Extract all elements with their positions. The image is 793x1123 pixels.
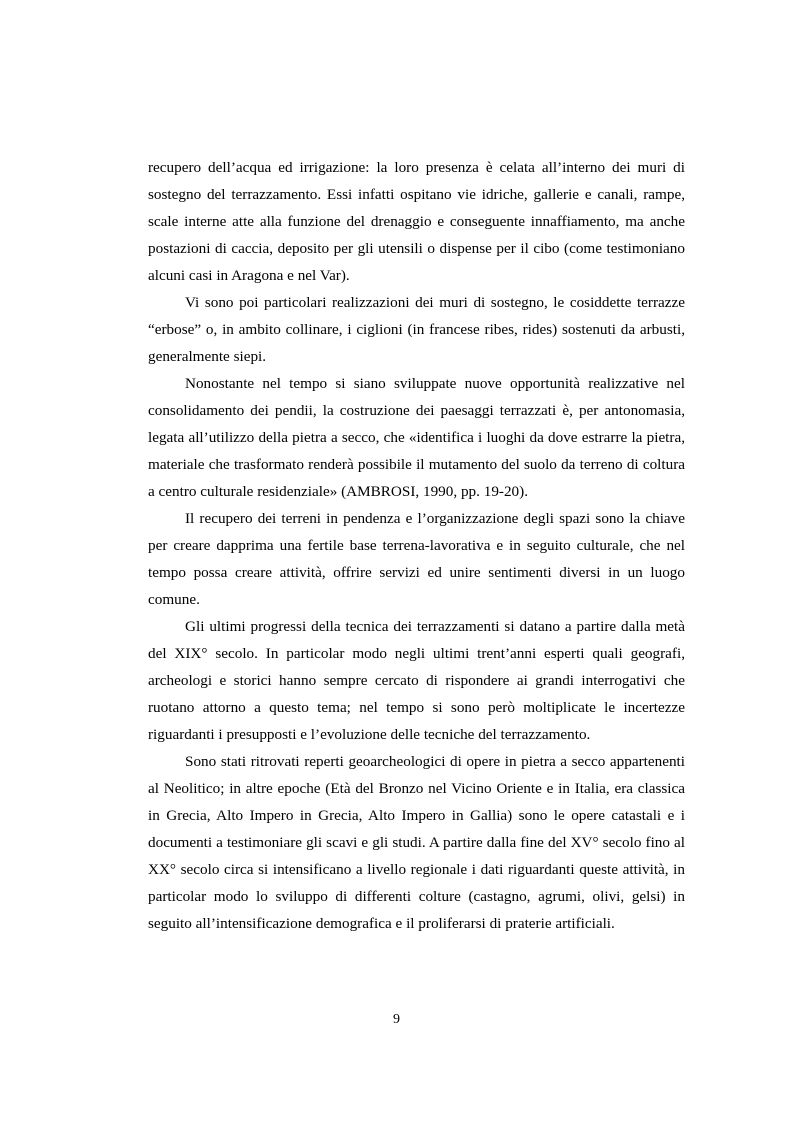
paragraph-recupero-terreni: Il recupero dei terreni in pendenza e l’organizzazione degli spazi sono la chiave per creare dapprima una fertile base terrena-lavorativa e in seguito culturale, che nel tempo possa creare attività, offrire servizi ed unire sentimenti diversi in un luogo comune.	[148, 510, 685, 608]
page-body	[148, 154, 685, 937]
paragraph-progressi-tecnica: Gli ultimi progressi della tecnica dei terrazzamenti si datano a partire dalla metà del XIX° secolo. In particolar modo negli ultimi trent’anni esperti quali geografi, archeologi e storici hanno sempre cercato di rispondere ai grandi interrogativi che ruotano attorno a questo tema; nel tempo si sono però moltiplicate le incertezze riguardanti i presupposti e l’evoluzione delle tecniche del terrazzamento.	[148, 618, 685, 743]
page-number: 9	[393, 1012, 400, 1027]
paragraph-pietra-a-secco: Nonostante nel tempo si siano sviluppate nuove opportunità realizzative nel consolidamento dei pendii, la costruzione dei paesaggi terrazzati è, per antonomasia, legata all’utilizzo della pietra a secco, che «identifica i luoghi da dove estrarre la pietra, materiale che trasformato renderà possibile il mutamento del suolo da terreno di coltura a centro culturale residenziale» (AMBROSI, 1990, pp. 19-20).	[148, 375, 685, 500]
paragraph-reperti-geoarcheologici: Sono stati ritrovati reperti geoarcheologici di opere in pietra a secco appartenenti al Neolitico; in altre epoche (Età del Bronzo nel Vicino Oriente e in Italia, era classica in Grecia, Alto Impero in Grecia, Alto Impero in Gallia) sono le opere catastali e i documenti a testimoniare gli scavi e gli studi. A partire dalla fine del XV° secolo fino al XX° secolo circa si intensificano a livello regionale i dati riguardanti queste attività, in particolar modo lo sviluppo di differenti colture (castagno, agrumi, olivi, gelsi) in seguito all’intensificazione demografica e il proliferarsi di praterie artificiali.	[148, 753, 685, 932]
paragraph-continuation: recupero dell’acqua ed irrigazione: la loro presenza è celata all’interno dei muri di sostegno del terrazzamento. Essi infatti ospitano vie idriche, gallerie e canali, rampe, scale interne atte alla funzione del drenaggio e conseguente innaffiamento, ma anche postazioni di caccia, deposito per gli utensili o dispense per il cibo (come testimoniano alcuni casi in Aragona e nel Var).	[148, 159, 685, 284]
paragraph-terrazze-erbose: Vi sono poi particolari realizzazioni dei muri di sostegno, le cosiddette terrazze “erbose” o, in ambito collinare, i ciglioni (in francese ribes, rides) sostenuti da arbusti, generalmente siepi.	[148, 294, 685, 365]
